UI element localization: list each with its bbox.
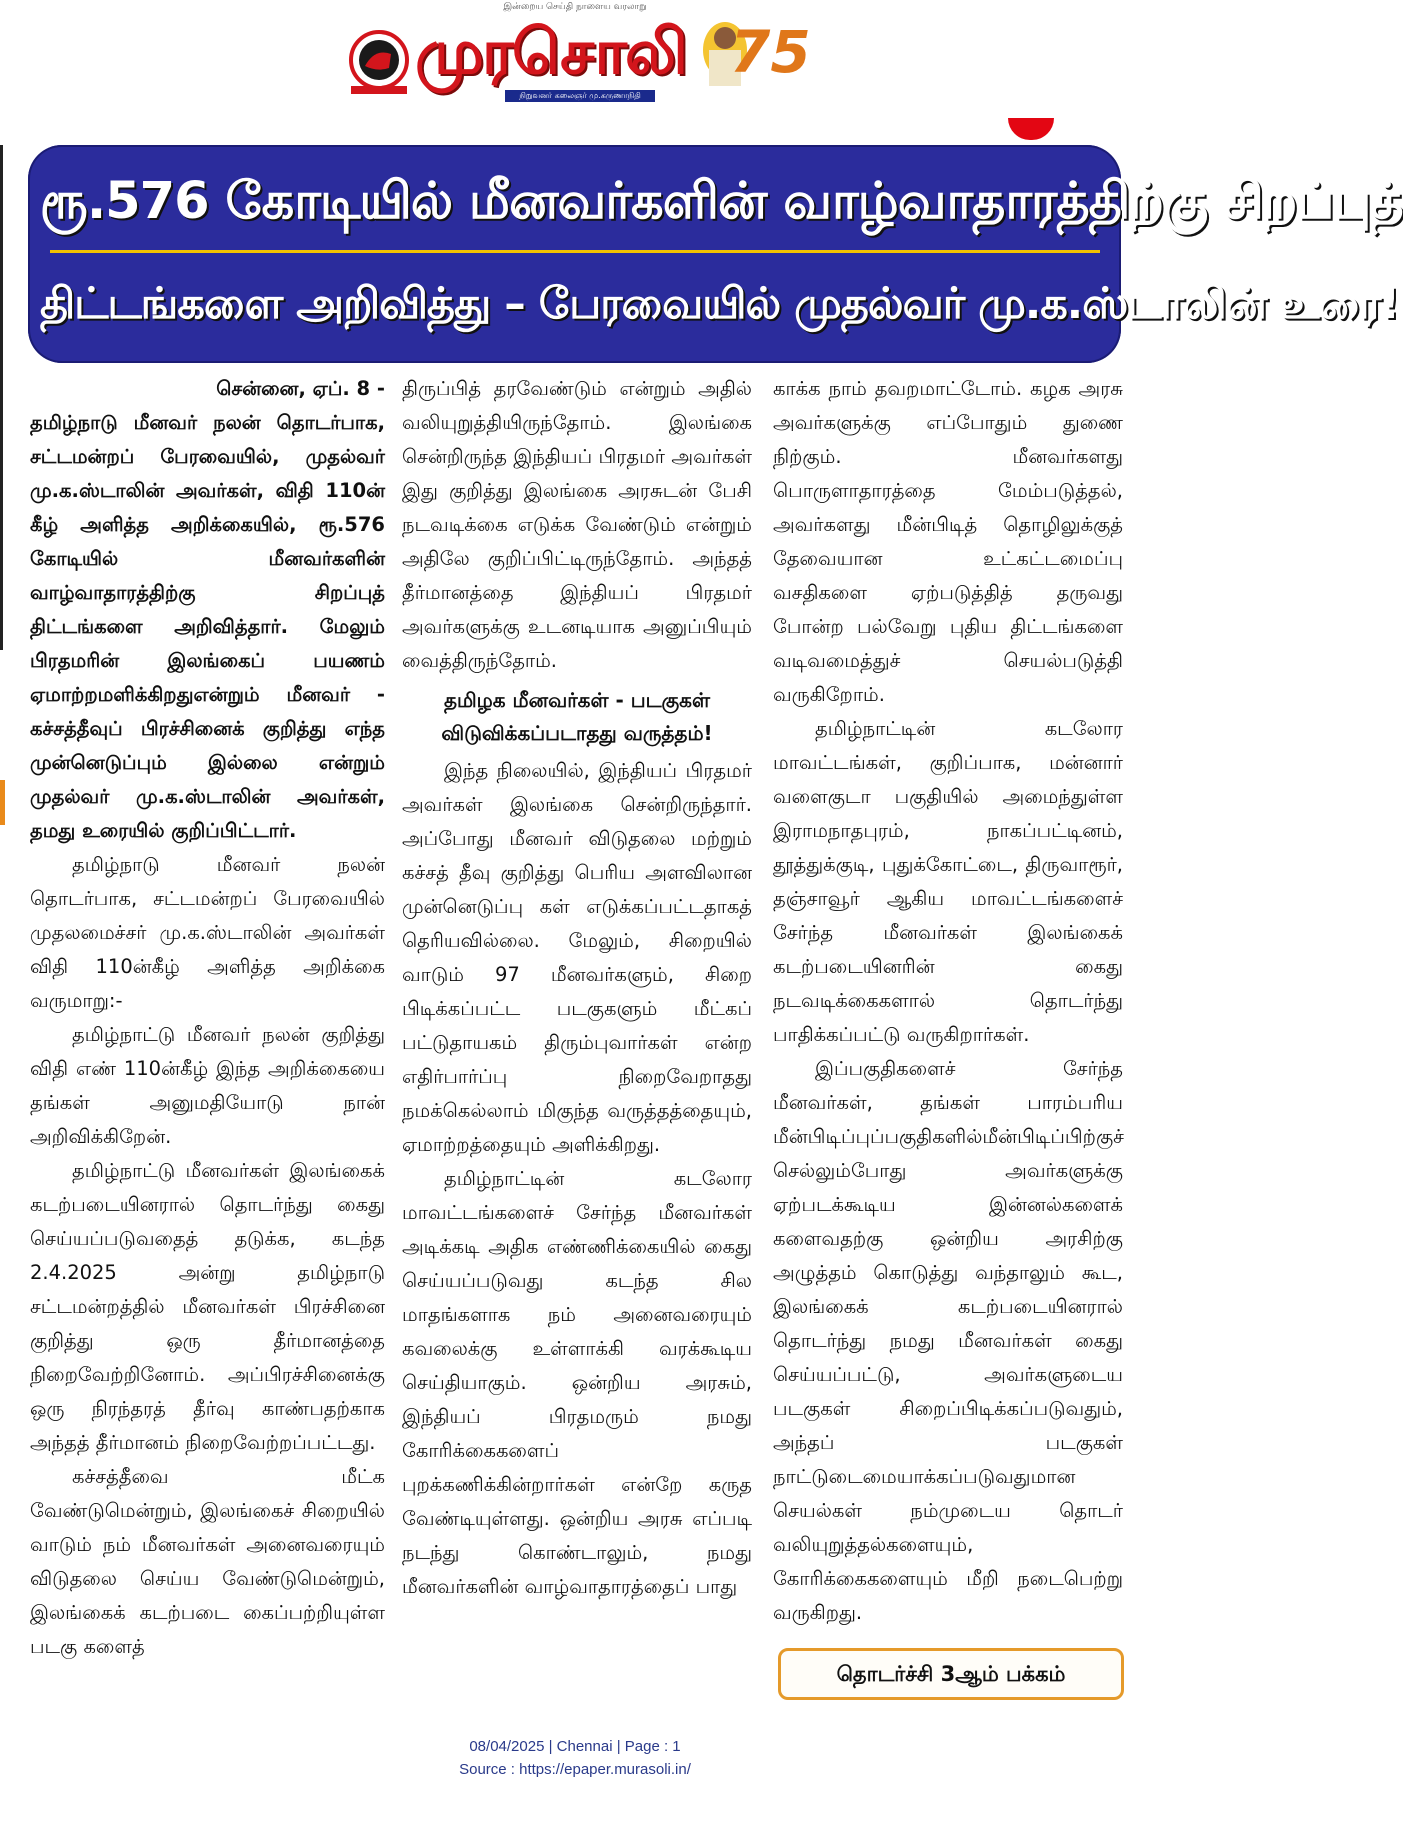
left-column-rule [0,145,3,650]
headline-line-1: ரூ.576 கோடியில் மீனவர்களின் வாழ்வாதாரத்திற்கு சிறப்புத் [40,172,1403,231]
body-paragraph: இந்த நிலையில், இந்தியப் பிரதமர் அவர்கள் இலங்கை சென்றிருந்தார். அப்போது மீனவர் விடுதலை மற்றும் கச்சத் தீவு குறித்து பெரிய அளவிலான முன்னெடுப்பு கள் எடுக்கப்பட்டதாகத் தெரியவில்லை. மேலும், சிறையில் வாடும் 97 மீனவர்களும், சிறை பிடிக்கப்பட்ட படகுகளும் மீட்கப் பட்டுதாயகம் திரும்புவார்கள் என்ற எதிர்பார்ப்பு நிறைவேறாதது நமக்கெல்லாம் மிகுந்த வருத்தத்தையும், ஏமாற்றத்தையும் அளிக்கிறது. [402,759,752,1156]
newspaper-name: முரசொலி [415,15,686,88]
article-column-3 [773,372,1123,1630]
body-paragraph: காக்க நாம் தவறமாட்டோம். கழக அரசு அவர்களுக்கு எப்போதும் துணை நிற்கும். மீனவர்களது பொருளாதாரத்தை மேம்படுத்தல், அவர்களது மீன்பிடித் தொழிலுக்குத் தேவையான உட்கட்டமைப்பு வசதிகளை ஏற்படுத்தித் தருவது போன்ற பல்வேறு புதிய திட்டங்களை வடிவமைத்துச் செயல்படுத்தி வருகிறோம். [773,377,1123,706]
lead-paragraph: தமிழ்நாடு மீனவர் நலன் தொடர்பாக, சட்டமன்றப் பேரவையில், முதல்வர் மு.க.ஸ்டாலின் அவர்கள், விதி 110ன் கீழ் அளித்த அறிக்கையில், ரூ.576 கோடியில் மீனவர்களின் வாழ்வாதாரத்திற்கு சிறப்புத் திட்டங்களை அறிவித்தார். மேலும் பிரதமரின் இலங்கைப் பயணம் ஏமாற்றமளிக்கிறதுஎன்றும் மீனவர் - கச்சத்தீவுப் பிரச்சினைக் குறித்து எந்த முன்னெடுப்பும் இல்லை என்றும் முதல்வர் மு.க.ஸ்டாலின் அவர்கள், தமது உரையில் குறிப்பிட்டார். [30,411,385,842]
continued-on-page-3-button[interactable]: தொடர்ச்சி 3ஆம் பக்கம் [778,1648,1124,1700]
body-paragraph: தமிழ்நாட்டின் கடலோர மாவட்டங்கள், குறிப்பாக, மன்னார் வளைகுடா பகுதியில் அமைந்துள்ள இராமநாதபுரம், நாகப்பட்டினம், தூத்துக்குடி, புதுக்கோட்டை, திருவாரூர், தஞ்சாவூர் ஆகிய மாவட்டங்களைச் சேர்ந்த மீனவர்கள் இலங்கைக் கடற்படையினரின் கைது நடவடிக்கைகளால் தொடர்ந்து பாதிக்கப்பட்டு வருகிறார்கள். [773,717,1123,1046]
article-column-2 [402,372,752,1604]
anniversary-number: 75 [730,18,811,86]
masthead [0,0,1150,110]
body-paragraph: இப்பகுதிகளைச் சேர்ந்த மீனவர்கள், தங்கள் பாரம்பரிய மீன்பிடிப்புப்பகுதிகளில்மீன்பிடிப்பிற்குச் செல்லும்போது அவர்களுக்கு ஏற்படக்கூடிய இன்னல்களைக் களைவதற்கு ஒன்றிய அரசிற்கு அழுத்தம் கொடுத்து வந்தாலும் கூட, இலங்கைக் கடற்படையினரால் தொடர்ந்து நமது மீனவர்கள் கைது செய்யப்பட்டு, அவர்களுடைய படகுகள் சிறைப்பிடிக்கப்படுவதும், அந்தப் படகுகள் நாட்டுடைமையாக்கப்படுவதுமான செயல்கள் நம்முடைய தொடர் வலியுறுத்தல்களையும், கோரிக்கைகளையும் மீறி நடைபெற்று வருகிறது. [773,1057,1124,1624]
body-paragraph: தமிழ்நாடு மீனவர் நலன் தொடர்பாக, சட்டமன்றப் பேரவையில் முதலமைச்சர் மு.க.ஸ்டாலின் அவர்கள் விதி 110ன்கீழ் அளித்த அறிக்கை வருமாறு:- [30,853,385,1012]
footer-date-line: 08/04/2025 | Chennai | Page : 1 [469,1738,681,1755]
body-paragraph: தமிழ்நாட்டு மீனவர் நலன் குறித்து விதி எண் 110ன்கீழ் இந்த அறிக்கையை தங்கள் அனுமதியோடு நான் அறிவிக்கிறேன். [30,1023,385,1148]
footer-source-link[interactable]: Source : https://epaper.murasoli.in/ [459,1761,691,1778]
article-column-1 [30,372,385,1664]
headline-divider [50,250,1100,253]
body-paragraph: கச்சத்தீவை மீட்க வேண்டுமென்றும், இலங்கைச் சிறையில் வாடும் நம் மீனவர்கள் அனைவரையும் விடுதலை செய்ய வேண்டுமென்றும், இலங்கைக் கடற்படை கைப்பற்றியுள்ள படகு களைத் [30,1465,385,1658]
headline-line-2: திட்டங்களை அறிவித்து – பேரவையில் முதல்வர் மு.க.ஸ்டாலின் உரை! [40,279,1399,329]
masthead-subtitle: நிறுவனர் கலைஞர் மு.கருணாநிதி [505,90,655,102]
body-paragraph: தமிழ்நாட்டு மீனவர்கள் இலங்கைக் கடற்படையினரால் தொடர்ந்து கைது செய்யப்படுவதைத் தடுக்க, கடந்த 2.4.2025 அன்று தமிழ்நாடு சட்டமன்றத்தில் மீனவர்கள் பிரச்சினை குறித்து ஒரு தீர்மானத்தை நிறைவேற்றினோம். அப்பிரச்சினைக்கு ஒரு நிரந்தரத் தீர்வு காண்பதற்காக அந்தத் தீர்மானம் நிறைவேற்றப்பட்டது. [30,1159,385,1454]
red-corner-tab [1008,118,1054,140]
left-edge-mark [0,780,5,825]
body-paragraph: தமிழ்நாட்டின் கடலோர மாவட்டங்களைச் சேர்ந்த மீனவர்கள் அடிக்கடி அதிக எண்ணிக்கையில் கைது செய்யப்படுவது கடந்த சில மாதங்களாக நம் அனைவரையும் கவலைக்கு உள்ளாக்கி வரக்கூடிய செய்தியாகும். ஒன்றிய அரசும், இந்தியப் பிரதமரும் நமது கோரிக்கைகளைப் புறக்கணிக்கின்றார்கள் என்றே கருத வேண்டியுள்ளது. ஒன்றிய அரசு எப்படி நடந்து கொண்டாலும், நமது மீனவர்களின் வாழ்வாதாரத்தைப் பாது [402,1167,752,1598]
masthead-tagline: இன்றைய செய்தி நாளைய வரலாறு [503,2,647,12]
body-paragraph: திருப்பித் தரவேண்டும் என்றும் அதில் வலியுறுத்தியிருந்தோம். இலங்கை சென்றிருந்த இந்தியப் பிரதமர் அவர்கள் இது குறித்து இலங்கை அரசுடன் பேசி நடவடிக்கை எடுக்க வேண்டும் என்றும் அதிலே குறிப்பிட்டிருந்தோம். அந்தத் தீர்மானத்தை இந்தியப் பிரதமர் அவர்களுக்கு உடனடியாக அனுப்பியும் வைத்திருந்தோம். [402,377,752,672]
article-subhead: தமிழக மீனவர்கள் - படகுகள் விடுவிக்கப்படாதது வருத்தம்! [441,688,713,745]
dateline: சென்னை, ஏப். 8 - [216,377,385,400]
